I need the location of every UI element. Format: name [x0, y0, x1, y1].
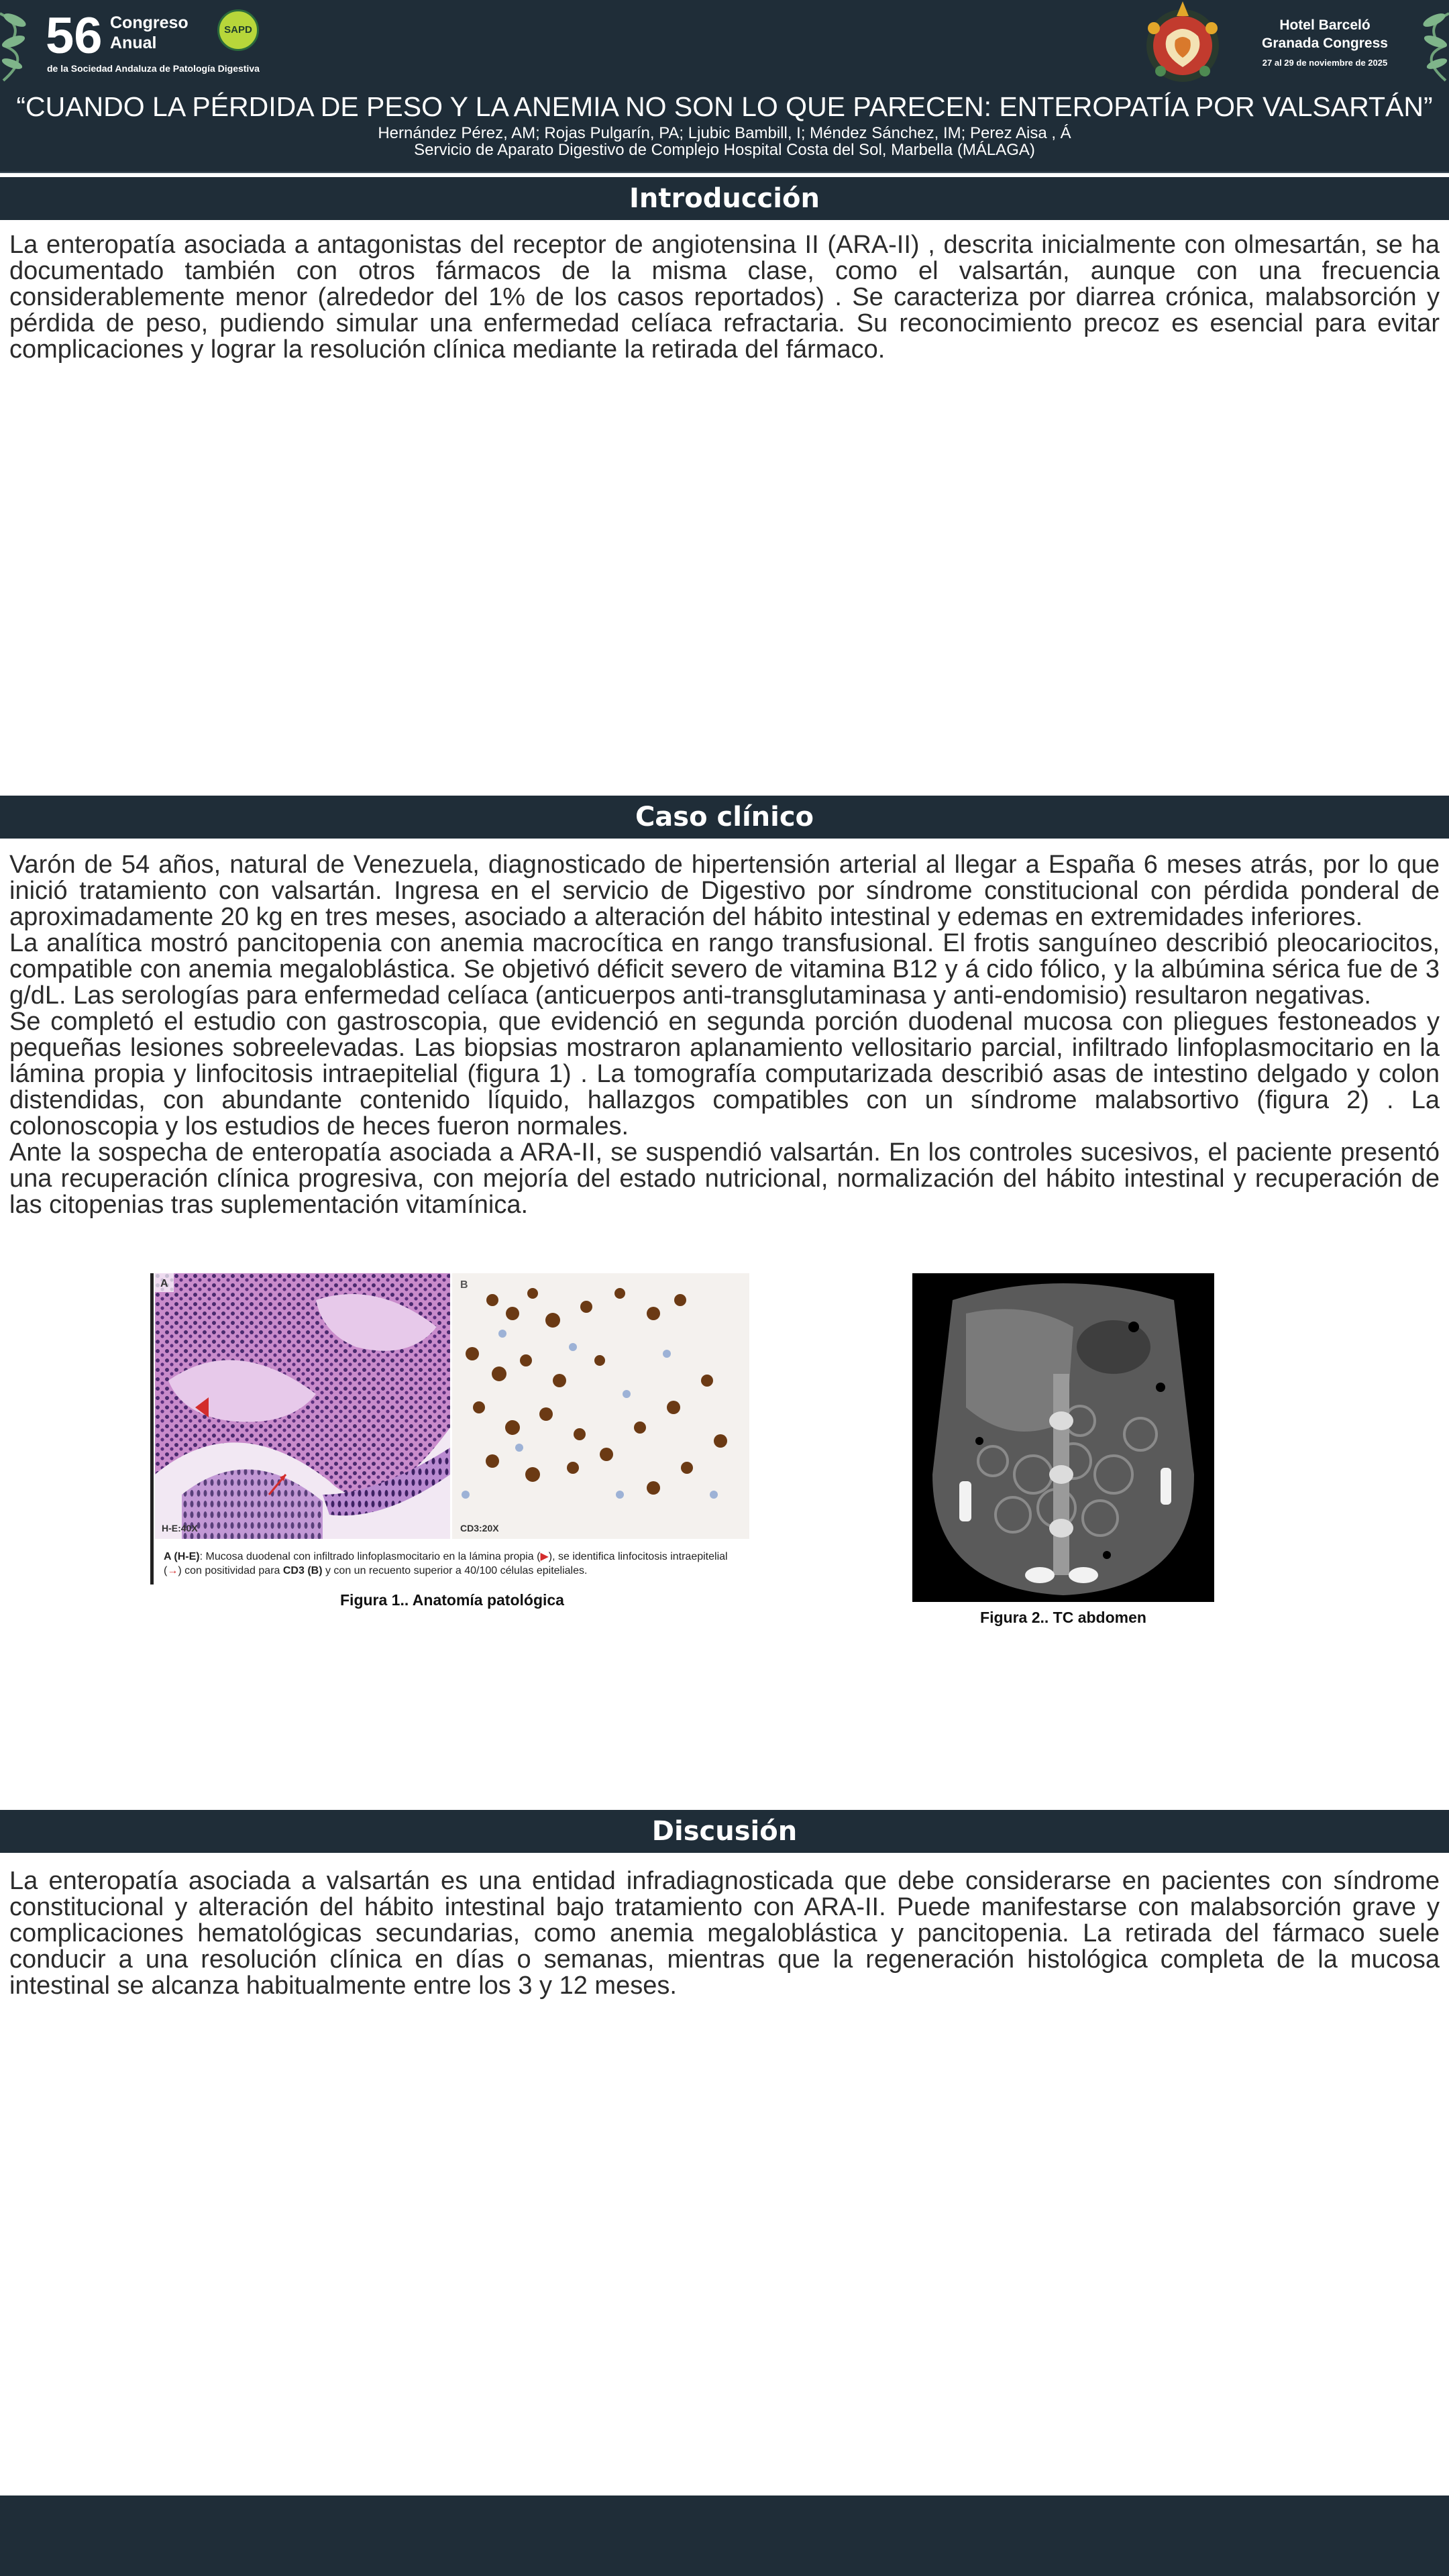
panel-a-letter: A — [160, 1278, 168, 1289]
legend-text-4: y con un recuento superior a 40/100 células epiteliales. — [322, 1565, 588, 1576]
legend-a-label: A (H-E) — [164, 1551, 200, 1562]
case-paragraph-3: Se completó el estudio con gastroscopia, que evidenció en segunda porción duodenal mucosa con pliegues festoneados y pequeñas lesiones sobreelevadas. Las biopsias mostraron aplanamiento vellositario parcial, infiltrado linfoplasmocitario en la lámina propia y linfocitosis intraepitelial (figura 1) . La tomografía computarizada describió asas de intestino delgado y colon distendidas, con abundante contenido líquido, hallazgos compatibles con un síndrome malabsortivo (figura 2) . La colonoscopia y los estudios de heces fueron normales. — [9, 1008, 1440, 1140]
congress-emblem-icon — [1140, 1, 1225, 85]
sapd-logo-text: SAPD — [224, 24, 252, 36]
red-arrowhead-icon: ▶ — [540, 1551, 549, 1562]
panel-b-magnification: CD3:20X — [460, 1523, 499, 1534]
venue-name-2: Granada Congress — [1262, 36, 1388, 51]
case-text — [9, 852, 1440, 1218]
venue-dates: 27 al 29 de noviembre de 2025 — [1262, 58, 1388, 68]
annual-word: Anual — [110, 34, 157, 52]
poster-footer — [0, 2496, 1449, 2576]
congress-word: Congreso — [110, 13, 189, 32]
header-divider — [0, 172, 1449, 173]
figure-2-ct-image — [912, 1273, 1214, 1602]
figure-1-side-bar — [150, 1273, 154, 1585]
sapd-logo-icon — [217, 9, 259, 51]
panel-a-magnification: H-E:40X — [162, 1523, 198, 1534]
case-paragraph-1: Varón de 54 años, natural de Venezuela, diagnosticado de hipertensión arterial al llegar a España 6 meses atrás, por lo que inició tratamiento con valsartán. Ingresa en el servicio de Digestivo por síndrome constitucional con pérdida ponderal de aproximadamente 20 kg en tres meses, asociado a alteración del hábito intestinal y edemas en extremidades inferiores. — [9, 851, 1440, 931]
legend-text-3: ) con positividad para — [178, 1565, 283, 1576]
legend-text-1: : Mucosa duodenal con infiltrado linfoplasmocitario en la lámina propia ( — [199, 1551, 541, 1562]
section-title: Discusión — [651, 1816, 798, 1847]
leaf-ornament-icon — [0, 0, 40, 87]
poster-title: “CUANDO LA PÉRDIDA DE PESO Y LA ANEMIA NO SON LO QUE PARECEN: ENTEROPATÍA POR VALSARTÁN” — [16, 91, 1433, 122]
authors: Hernández Pérez, AM; Rojas Pulgarín, PA; Ljubic Bambill, I; Méndez Sánchez, IM; Perez Aisa , Á — [378, 124, 1071, 142]
venue-info — [1248, 16, 1402, 68]
intro-paragraph: La enteropatía asociada a antagonistas del receptor de angiotensina II (ARA-II) , descrita inicialmente con olmesartán, se ha documentado también con otros fármacos de la misma clase, como el valsartán, aunque con una frecuencia considerablemente menor (alrededor del 1% de los casos reportados) . Se caracteriza por diarrea crónica, malabsorción y pérdida de peso, pudiendo simular una enfermedad celíaca refractaria. Su reconocimiento precoz es esencial para evitar complicaciones y lograr la resolución clínica mediante la retirada del fármaco. — [9, 231, 1440, 364]
congress-number: 56 — [46, 7, 103, 64]
section-title: Introducción — [629, 183, 820, 214]
histology-cd3-image — [452, 1273, 749, 1539]
legend-text-2: ), se identifica linfocitosis intraepitelial ( — [164, 1551, 728, 1576]
discussion-paragraph: La enteropatía asociada a valsartán es una entidad infradiagnosticada que debe considerarse en pacientes con síndrome constitucional y alteración del hábito intestinal bajo tratamiento con ARA-II. Puede manifestarse con malabsorción grave y complicaciones hematológicas secundarias, como anemia megaloblástica y pancitopenia. La retirada del fármaco suele conducir a una resolución clínica en días o semanas, mientras que la regeneración histológica completa de la mucosa intestinal se alcanza habitualmente entre los 3 y 12 meses. — [9, 1867, 1440, 2000]
leaf-ornament-icon — [1409, 0, 1449, 87]
section-header-discusion — [0, 1810, 1449, 1853]
society-name: de la Sociedad Andaluza de Patología Digestiva — [47, 63, 260, 74]
poster-header — [0, 0, 1449, 173]
figure-1-caption: Figura 1.. Anatomía patológica — [340, 1591, 564, 1609]
case-paragraph-4: Ante la sospecha de enteropatía asociada a ARA-II, se suspendió valsartán. En los controles sucesivos, el paciente presentó una recuperación clínica progresiva, con mejoría del estado nutricional, normalización del hábito intestinal y recuperación de las citopenias tras suplementación vitamínica. — [9, 1138, 1440, 1219]
case-paragraph-2: La analítica mostró pancitopenia con anemia macrocítica en rango transfusional. El frotis sanguíneo describió pleocariocitos, compatible con anemia megaloblástica. Se objetivó déficit severo de vitamina B12 y á cido fólico, y la albúmina sérica fue de 3 g/dL. Las serologías para enfermedad celíaca (anticuerpos anti-transglutaminasa y anti-endomisio) resultaron negativas. — [9, 929, 1440, 1010]
venue-name: Hotel Barceló — [1279, 17, 1371, 33]
panel-b-letter: B — [460, 1279, 468, 1291]
histology-he-image — [155, 1273, 450, 1539]
affiliation: Servicio de Aparato Digestivo de Complejo Hospital Costa del Sol, Marbella (MÁLAGA) — [414, 141, 1035, 159]
section-header-introduccion — [0, 177, 1449, 220]
section-title: Caso clínico — [635, 802, 814, 833]
red-arrow-icon: → — [167, 1565, 178, 1576]
figure-2-caption: Figura 2.. TC abdomen — [980, 1609, 1146, 1626]
legend-cd3: CD3 (B) — [282, 1565, 323, 1576]
figure-1-legend — [164, 1550, 747, 1578]
section-header-caso-clinico — [0, 796, 1449, 839]
figure-1-histology — [150, 1273, 749, 1585]
